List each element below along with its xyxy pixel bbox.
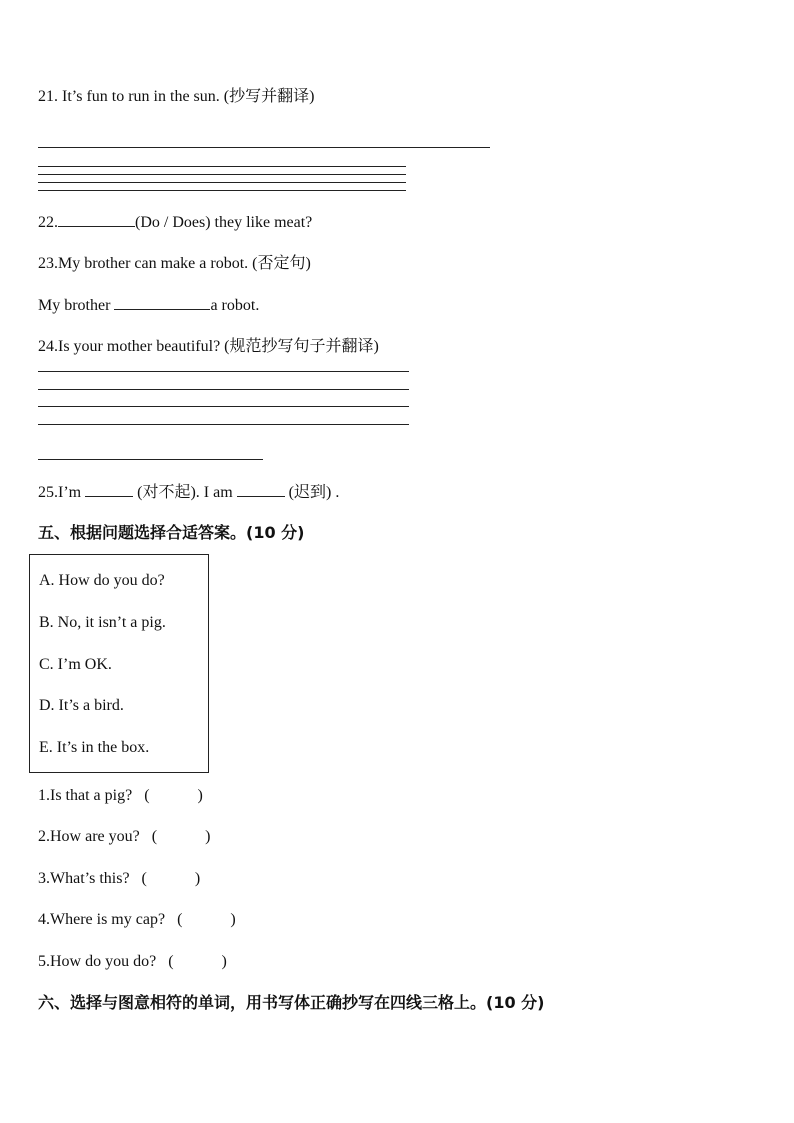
answer-paren[interactable]: ( ) bbox=[141, 870, 201, 887]
option-e: E. It’s in the box. bbox=[39, 739, 150, 756]
question-number: 22. bbox=[38, 214, 58, 231]
question-21: 21. It’s fun to run in the sun. (抄写并翻译) bbox=[38, 88, 315, 105]
answer-suffix: a robot. bbox=[210, 297, 260, 314]
question-22 bbox=[38, 212, 312, 233]
match-question-3 bbox=[38, 869, 200, 889]
question-23: 23.My brother can make a robot. (否定句) bbox=[38, 255, 311, 272]
question-text: (Do / Does) they like meat? bbox=[135, 214, 313, 231]
question-text: (迟到) . bbox=[284, 484, 340, 501]
match-question-2 bbox=[38, 827, 210, 847]
match-question-4 bbox=[38, 910, 236, 930]
question-24: 24.Is your mother beautiful? (规范抄写句子并翻译) bbox=[38, 338, 379, 355]
answer-paren[interactable]: ( ) bbox=[177, 911, 236, 928]
match-question-5 bbox=[38, 952, 227, 972]
option-c: C. I’m OK. bbox=[39, 656, 112, 673]
fill-blank[interactable] bbox=[85, 482, 133, 497]
options-box bbox=[29, 554, 209, 773]
match-question-1 bbox=[38, 786, 203, 806]
question-text: (对不起). I am bbox=[133, 484, 237, 501]
answer-line[interactable] bbox=[38, 147, 490, 148]
fill-blank[interactable] bbox=[114, 295, 210, 310]
answer-paren[interactable]: ( ) bbox=[168, 953, 227, 970]
option-a: A. How do you do? bbox=[39, 572, 165, 589]
option-b: B. No, it isn’t a pig. bbox=[39, 614, 166, 631]
fill-blank[interactable] bbox=[58, 212, 135, 227]
answer-prefix: My brother bbox=[38, 297, 115, 314]
section-heading: 五、根据问题选择合适答案。(10 分) bbox=[38, 523, 305, 542]
question-text: 2.How are you? bbox=[38, 828, 140, 845]
answer-paren[interactable]: ( ) bbox=[144, 787, 203, 804]
option-d: D. It’s a bird. bbox=[39, 697, 124, 714]
question-text: 1.Is that a pig? bbox=[38, 787, 133, 804]
answer-line[interactable] bbox=[38, 459, 263, 460]
answer-paren[interactable]: ( ) bbox=[151, 828, 211, 845]
question-23-answer bbox=[38, 295, 259, 316]
section-heading: 六、选择与图意相符的单词，用书写体正确抄写在四线三格上。(10 分) bbox=[38, 993, 545, 1012]
question-text: 4.Where is my cap? bbox=[38, 911, 166, 928]
question-text: 3.What’s this? bbox=[38, 870, 130, 887]
question-text: 25.I’m bbox=[38, 484, 86, 501]
fill-blank[interactable] bbox=[237, 482, 285, 497]
question-25 bbox=[38, 482, 339, 503]
question-text: 5.How do you do? bbox=[38, 953, 157, 970]
